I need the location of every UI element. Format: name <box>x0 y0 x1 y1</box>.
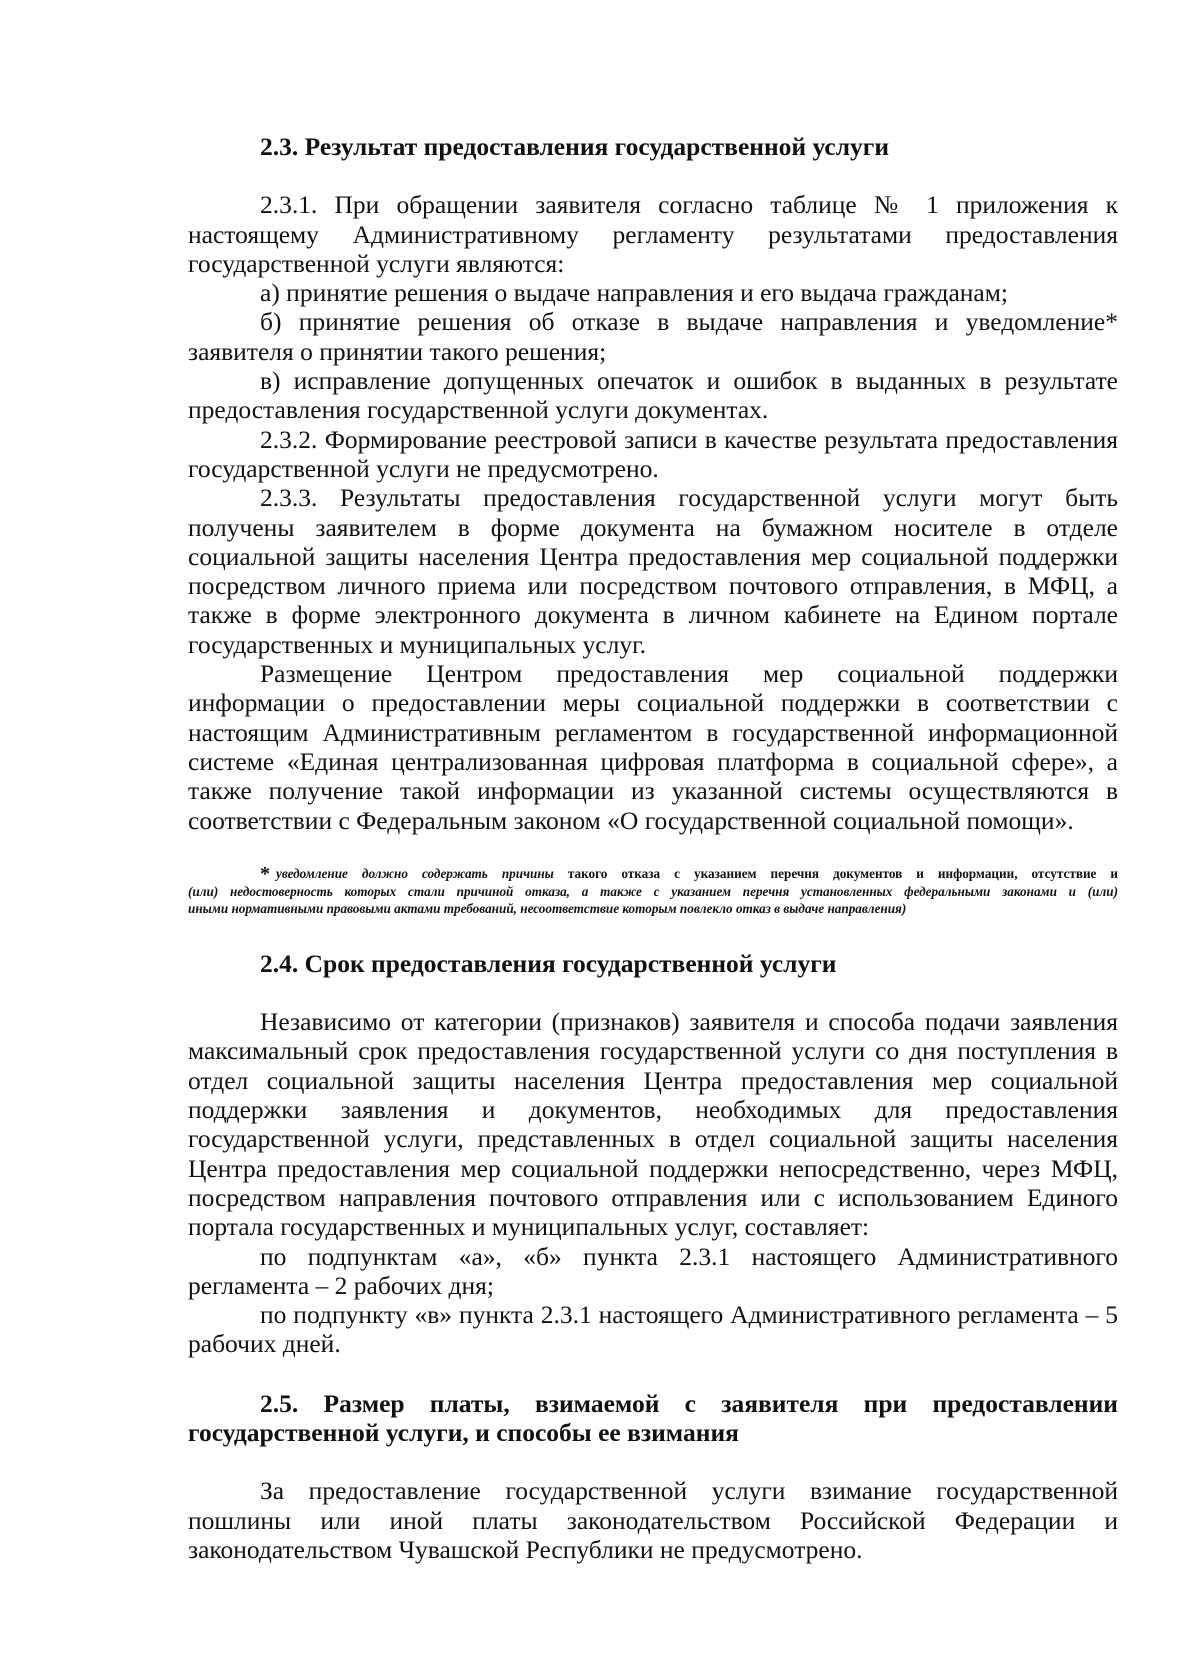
footnote-line-1 <box>188 862 1118 885</box>
paragraph-2-4-3: по подпункту «в» пункта 2.3.1 настоящего Административного регламента – 5 рабочих дней. <box>188 1300 1118 1359</box>
paragraph-2-4-1: Независимо от категории (признаков) заявителя и способа подачи заявления максимальный срок предоставления государственной услуги со дня поступления в отдел социальной защиты населения Центра предоставления мер социальной поддержки заявления и документов, необходимых для предоставления государственной услуги, представленных в отдел социальной защиты населения Центра предоставления мер социальной поддержки непосредственно, через МФЦ, посредством направления почтового отправления или с использованием Единого портала государственных и муниципальных услуг, составляет: <box>188 1007 1118 1242</box>
paragraph-2-3-1-v: в) исправление допущенных опечаток и ошибок в выданных в результате предоставления государственной услуги документах. <box>188 366 1118 425</box>
footnote-line-2: (или) недостоверность которых стали причиной отказа, а также с указанием перечня установленных федеральными законами и (или) <box>188 883 1118 899</box>
paragraph-2-3-1: 2.3.1. При обращении заявителя согласно таблице № 1 приложения к настоящему Административному регламенту результатами предоставления государственной услуги являются: <box>188 190 1118 278</box>
document-body <box>188 132 1118 1564</box>
heading-2-4: 2.4. Срок предоставления государственной услуги <box>260 948 837 978</box>
paragraph-2-5-1: За предоставление государственной услуги взимание государственной пошлины или иной платы законодательством Российской Федерации и законодательством Чувашской Республики не предусмотрено. <box>188 1476 1118 1564</box>
heading-2-5: 2.5. Размер платы, взимаемой с заявителя при предоставлении государственной услуги, и способы ее взимания <box>188 1388 1118 1447</box>
footnote-upright-part: такого отказа с указанием перечня документов и информации, отсутствие и <box>567 865 1118 881</box>
footnote-line-3: иными нормативными правовыми актами требований, несоответствие которым повлекло отказ в выдаче направления) <box>188 900 907 916</box>
paragraph-2-3-2: 2.3.2. Формирование реестровой записи в качестве результата предоставления государственной услуги не предусмотрено. <box>188 424 1118 483</box>
paragraph-2-3-3-placement: Размещение Центром предоставления мер социальной поддержки информации о предоставлении меры социальной поддержки в соответствии с настоящим Административным регламентом в государственной информационной системе «Единая централизованная цифровая платформа в социальной сфере», а также получение такой информации из указанной системы осуществляются в соответствии с Федеральным законом «О государственной социальной помощи». <box>188 659 1118 835</box>
footnote-italic-part: уведомление должно содержать причины <box>276 865 554 881</box>
paragraph-2-3-1-b: б) принятие решения об отказе в выдаче направления и уведомление* заявителя о принятии такого решения; <box>188 307 1118 366</box>
paragraph-2-3-1-a: а) принятие решения о выдаче направления и его выдача гражданам; <box>260 278 1008 308</box>
paragraph-2-3-3: 2.3.3. Результаты предоставления государственной услуги могут быть получены заявителем в форме документа на бумажном носителе в отделе социальной защиты населения Центра предоставления мер социальной поддержки посредством личного приема или посредством почтового отправления, в МФЦ, а также в форме электронного документа в личном кабинете на Едином портале государственных и муниципальных услуг. <box>188 483 1118 659</box>
paragraph-2-4-2: по подпунктам «а», «б» пункта 2.3.1 настоящего Административного регламента – 2 рабочих дня; <box>188 1241 1118 1300</box>
heading-2-3: 2.3. Результат предоставления государственной услуги <box>260 132 890 161</box>
footnote-star: * <box>260 862 270 885</box>
